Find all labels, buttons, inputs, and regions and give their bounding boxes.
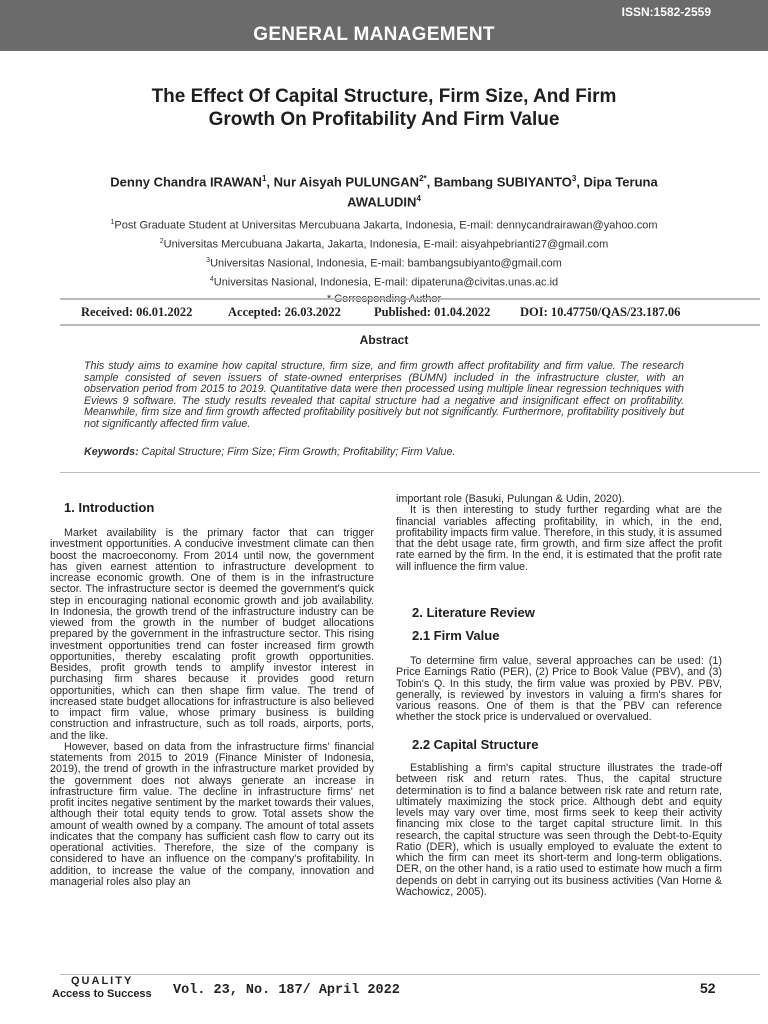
affiliation-sup: 2 — [159, 238, 164, 246]
author-name: Dipa Teruna AWALUDIN — [347, 174, 658, 210]
paragraph: To determine firm value, several approaches can be used: (1) Price Earnings Ratio (PER), (2) Price to Book Value (PBV), and (3) Tobin's Q. In this study, the firm value was proxied by PBV. PBV, generally, is reviewed by investors in valuing a firm's shares for various reasons. One of them is that the PBV can reference whether the stock price is undervalued or overvalued. — [396, 655, 722, 724]
page-number: 52 — [700, 980, 716, 996]
author-name: Nur Aisyah PULUNGAN — [273, 174, 420, 190]
paragraph: Market availability is the primary factor that can trigger investment opportunities. A conducive investment climate can then boost the macroeconomy. From 2014 until now, the government has given earnest attention to infrastructure development to increase economic growth. One of them is in the infrastructure sector. The infrastructure sector is deemed the government's quick step in encouraging national economic growth and job availability. In Indonesia, the growth trend of the infrastructure industry can be viewed from the growth in the number of budget allocations prepared by the government in the infrastructure sector. This rising investment opportunities trend can foster increased firm growth opportunities, thereby escalating profit growth opportunities. Besides, profit growth tends to amplify investor interest in purchasing firm shares because it provides good return opportunities, which can then shape firm value. The trend of increased state budget allocations for infrastructure is also believed to impact firm value, whose primary business is building construction and infrastructure, such as toll roads, airports, ports, and the like. — [50, 527, 374, 742]
abstract-heading: Abstract — [359, 333, 409, 347]
affiliation-text: Universitas Mercubuana Jakarta, Jakarta, Indonesia, E-mail: aisyahpebrianti27@gmail.com — [163, 238, 609, 251]
paragraph: It is then interesting to study further regarding what are the financial variables affecting profitability, in which, in the end, profitability impacts firm value. Therefore, in this study, it is assumed that the debt usage rate, firm growth, and firm size affect the profit rate earned by the firm. In the end, it is estimated that the profit rate will influence the firm value. — [396, 504, 722, 573]
keywords — [84, 446, 684, 458]
section-title: GENERAL MANAGEMENT — [253, 24, 495, 45]
affiliation-line — [40, 253, 728, 272]
affiliation-line — [40, 234, 728, 253]
footer-divider — [60, 974, 760, 975]
divider — [60, 298, 760, 300]
left-column — [50, 528, 374, 888]
affiliation-line — [40, 215, 728, 234]
right-column-top — [396, 494, 722, 573]
abstract-text: This study aims to examine how capital structure, firm size, and firm growth affect profitability and firm value. The research sample consisted of seven issuers of state-owned enterprises (BUMN) included in the infrastructure cluster, with an observation period from 2015 to 2019. Quantitative data were then processed using multiple linear regression techniques with Eviews 9 software. The study results revealed that capital structure had a negative and insignificant effect on profitability. Meanwhile, firm size and firm growth affected profitability positively but not significantly. Furthermore, profitability positively but not significantly affected firm value. — [84, 360, 684, 430]
divider — [60, 472, 760, 473]
subsection-heading-firm-value: 2.1 Firm Value — [412, 628, 500, 643]
corresponding-author: * Corresponding Author — [326, 292, 442, 305]
affiliation-text: Universitas Nasional, Indonesia, E-mail: bambangsubiyanto@gmail.com — [210, 257, 562, 270]
affiliation-sup: 1 — [110, 219, 115, 226]
author-sup: 4 — [416, 194, 421, 204]
author-sup: 3 — [571, 174, 577, 183]
header-banner — [0, 0, 768, 51]
doi-link[interactable]: DOI: 10.47750/QAS/23.187.06 — [520, 305, 681, 319]
volume-info: Vol. 23, No. 187/ April 2022 — [173, 983, 400, 998]
section-heading-introduction: 1. Introduction — [64, 500, 155, 515]
author-name: Bambang SUBIYANTO — [433, 174, 572, 190]
affiliations — [40, 215, 728, 307]
keywords-label: Keywords: — [84, 446, 139, 458]
issn-label: ISSN:1582-2559 — [621, 5, 711, 19]
journal-logo-tagline: Access to Success — [52, 988, 152, 1000]
paragraph: However, based on data from the infrastructure firms' financial statements from 2015 to 2019 (Finance Minister of Indonesia, 2019), the trend of growth in the infrastructure market provided by the government does not always generate an increase in infrastructure firm value. The decline in infrastructure firms' net profit incites negative sentiment by the market towards their values, although their total equity tends to grow. Total assets show the amount of wealth owned by a company. The amount of total assets indicates that the company has sufficient cash flow to carry out its operational activities. Therefore, the size of the company is considered to have an influence on the company's profitability. In addition, to increase the value of the company, innovation and managerial roles also play an — [50, 740, 374, 888]
affiliation-text: Universitas Nasional, Indonesia, E-mail: dipateruna@civitas.unas.ac.id — [213, 277, 559, 290]
author-list: Denny Chandra IRAWAN$^1$, Nur Aisyah $PULUNGAN^{2*}$, Bambang SUBIYANTO$^3$, Dipa Teruna AWALUDIN$^4$ — [110, 174, 658, 210]
affiliation-sup: 3 — [206, 257, 211, 265]
published-date: Published: 01.04.2022 — [374, 305, 491, 319]
author-name: Denny Chandra IRAWAN — [110, 174, 262, 190]
received-date: Received: 06.01.2022 — [81, 305, 193, 319]
subsection-heading-capital-structure: 2.2 Capital Structure — [412, 737, 539, 752]
paper-title: The Effect Of Capital Structure, Firm Size, And Firm Growth On Profitability And Firm Value — [151, 86, 617, 130]
author-sup: 1 — [261, 174, 267, 183]
affiliation-sup: 4 — [209, 276, 214, 284]
capital-structure-text — [396, 763, 722, 898]
affiliation-text: Post Graduate Student at Universitas Mercubuana Jakarta, Indonesia, E-mail: dennycandrairawan@yahoo.com — [114, 219, 658, 232]
affiliation-line — [40, 272, 728, 291]
firm-value-text — [396, 656, 722, 724]
paragraph: important role (Basuki, Pulungan & Udin, 2020). — [396, 493, 625, 505]
section-heading-literature-review: 2. Literature Review — [412, 605, 535, 620]
keywords-values: Capital Structure; Firm Size; Firm Growth; Profitability; Firm Value. — [141, 446, 456, 458]
journal-logo-quality: QUALITY — [71, 975, 134, 987]
divider — [60, 324, 760, 326]
accepted-date: Accepted: 26.03.2022 — [228, 305, 341, 319]
author-sup: 2* — [419, 174, 427, 183]
paragraph: Establishing a firm's capital structure illustrates the trade-off between risk and return rates. Thus, the capital structure determination is to find a balance between risk rate and return rate, ultimately maximizing the stock price. Although debt and equity levels may vary over time, most firms seek to keep their activity financing mix close to the target capital structure limit. In this research, the capital structure was seen through the Debt-to-Equity Ratio (DER), which is usually employed to evaluate the extent to which the firm can meet its short-term and long-term obligations. DER, on the other hand, is a ratio used to estimate how much a firm depends on debt in carrying out its business activities (Van Horne & Wachowicz, 2005). — [396, 762, 722, 898]
